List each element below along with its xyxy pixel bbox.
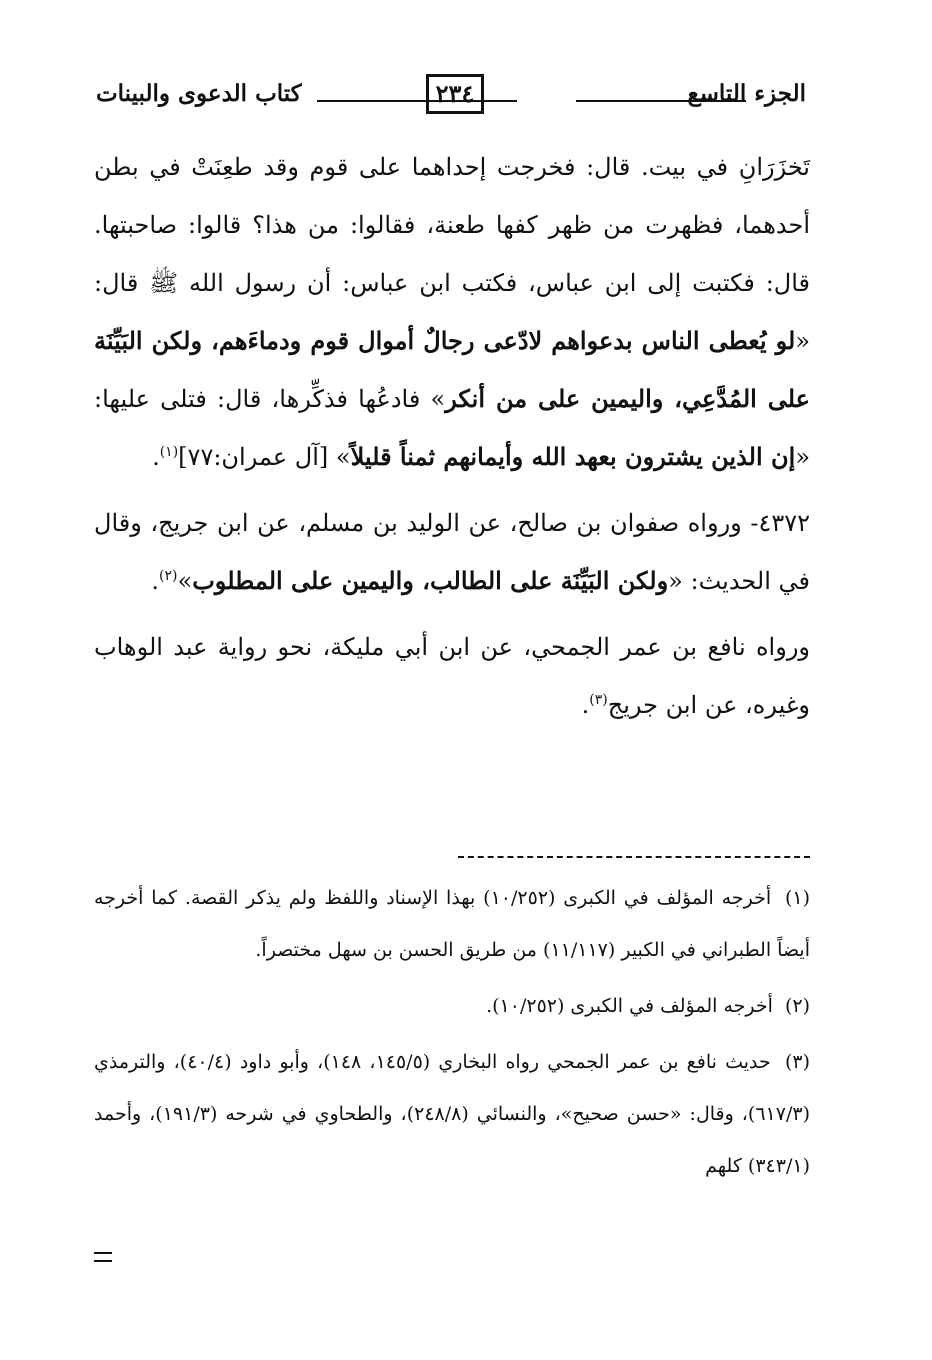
part-label: الجزء التاسع [687,80,806,107]
quoted-text: ولكن البَيِّنَة على الطالب، واليمين على المطلوب [192,566,669,595]
paragraph [94,138,810,486]
text-run: » [177,567,193,595]
footnote-number: (١) [784,887,811,909]
paragraph [94,618,810,734]
footnote-divider [458,856,810,858]
footnote-ref: (٣) [589,692,608,708]
footnote-text: أخرجه المؤلف في الكبرى (١٠/٢٥٢) بهذا الإسناد واللفظ ولم يذكر القصة. كما أخرجه أيضاً الطبراني في الكبير (١١/١١٧) من طريق الحسن بن سهل مختصراً. [94,887,810,961]
quoted-text: إن الذين يشترون بعهد الله وأيمانهم ثمناً قليلاً [350,442,796,471]
continuation-mark [94,1252,112,1262]
book-title: كتاب الدعوى والبينات [96,80,302,107]
footnote-text: أخرجه المؤلف في الكبرى (١٠/٢٥٢). [486,995,773,1017]
footnote-text: حديث نافع بن عمر الجمحي رواه البخاري (١٤٥/٥، ١٤٨)، وأبو داود (٤٠/٤)، والترمذي (٦١٧/٣)، وقال: «حسن صحيح»، والنسائي (٢٤٨/٨)، والطحاوي في شرحه (١٩١/٣)، وأحمد (٣٤٣/١) كلهم [94,1051,810,1177]
text-run: ورواه نافع بن عمر الجمحي، عن ابن أبي مليكة، نحو رواية عبد الوهاب وغيره، عن ابن جريج [94,633,810,719]
text-run: تَخزَرَانِ في بيت. قال: فخرجت إحداهما على قوم وقد طعِنَتْ في بطن أحدهما، فظهرت من ظهر كفها طعنة، فقالوا: من هذا؟ قالوا: صاحبتها. قال: فكتبت إلى ابن عباس، فكتب ابن عباس: أن رسول الله ﷺ قال: « [94,153,811,355]
text-run: . [152,443,160,471]
text-run: » فادعُها فذكِّرها، قال: فتلى عليها: « [94,385,810,471]
footnote-number: (٢) [784,995,810,1017]
header-rule-left [317,100,517,102]
quoted-text: لو يُعطى الناس بدعواهم لادّعى رجالٌ أموال قوم ودماءَهم، ولكن البَيِّنَة على المُدَّعِي، واليمين على من أنكر [94,326,810,413]
text-run: . [151,567,160,595]
footnote-number: (٣) [784,1051,810,1073]
footnote-3 [94,1036,810,1192]
paragraph-hadith-4372 [94,494,810,610]
footnotes [94,872,810,1196]
text-run: . [581,691,590,719]
text-run: ٤٣٧٢- ورواه صفوان بن صالح، عن الوليد بن مسلم، عن ابن جريج، وقال في الحديث: « [94,509,810,595]
footnote-2 [94,980,810,1032]
footnote-ref: (١) [159,444,179,460]
page-number: ٢٣٤ [426,74,484,114]
footnote-ref: (٢) [159,568,178,584]
running-header [92,72,810,122]
text-run: » [آل عمران:٧٧] [178,443,351,471]
footnote-1 [94,872,810,976]
main-text [94,138,810,734]
